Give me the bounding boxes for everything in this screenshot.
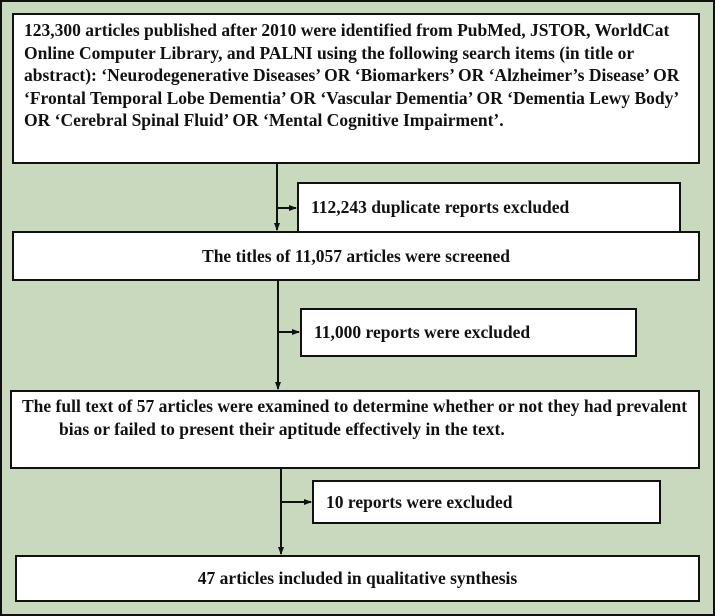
full-text-excluded-box xyxy=(312,480,661,524)
full-text-excluded-text: 10 reports were excluded xyxy=(326,491,513,512)
screening-box xyxy=(12,231,700,281)
identification-box xyxy=(12,13,700,164)
full-text-text: The full text of 57 articles were examined to determine whether or not they had prevalent bias or failed to present their aptitude effectively in the text. xyxy=(22,396,688,439)
included-text: 47 articles included in qualitative synthesis xyxy=(197,568,518,589)
screening-text: The titles of 11,057 articles were screened xyxy=(202,245,510,266)
screening-excluded-text: 11,000 reports were excluded xyxy=(314,322,531,343)
screening-excluded-box xyxy=(300,308,637,357)
full-text-box xyxy=(10,390,700,469)
included-box xyxy=(15,555,700,602)
duplicates-excluded-box xyxy=(297,182,681,233)
duplicates-excluded-text: 112,243 duplicate reports excluded xyxy=(311,197,570,218)
identification-text: 123,300 articles published after 2010 were identified from PubMed, JSTOR, WorldCat Online Computer Library, and PALNI using the following search items (in title or abstract): ‘Neurodegenerative Diseases’ OR ‘Biomarkers’ OR ‘Alzheimer’s Disease’ OR ‘Frontal Temporal Lobe Dementia’ OR ‘Vascular Dementia’ OR ‘Dementia Lewy Body’ OR ‘Cerebral Spinal Fluid’ OR ‘Mental Cognitive Impairment’. xyxy=(24,20,680,130)
